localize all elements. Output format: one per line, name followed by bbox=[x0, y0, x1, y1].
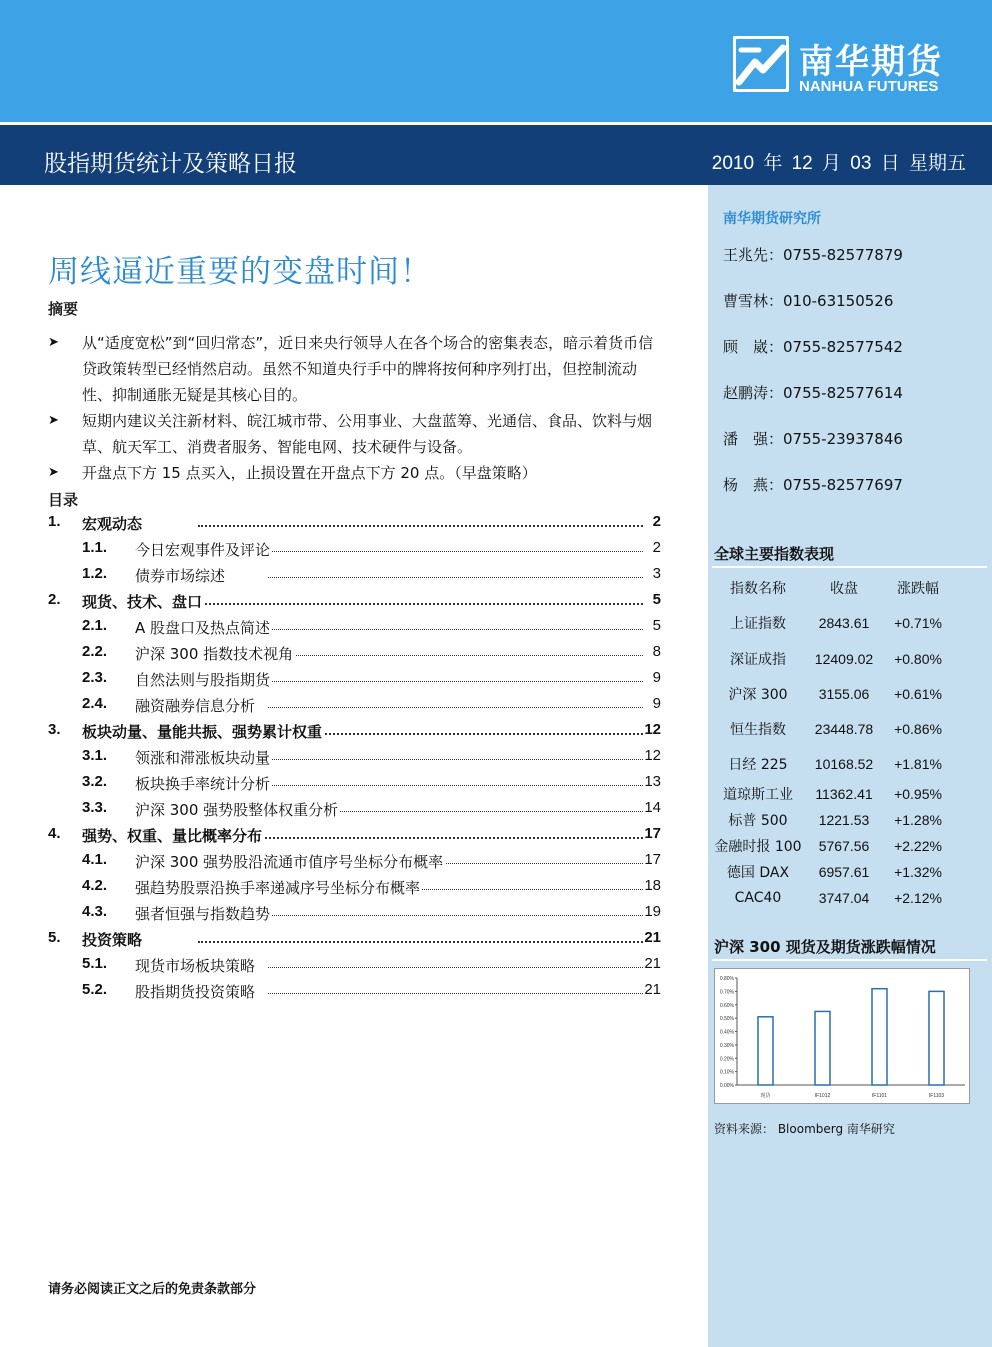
toc-entry[interactable] bbox=[48, 565, 661, 589]
analyst-contact: 赵鹏涛：0755-82577614 bbox=[723, 384, 903, 402]
chart-heading: 沪深 300 现货及期货涨跌幅情况 bbox=[714, 938, 936, 956]
toc-entry[interactable] bbox=[48, 981, 661, 1005]
toc-page-number: 13 bbox=[644, 773, 661, 790]
company-logo bbox=[733, 34, 968, 98]
toc-entry[interactable] bbox=[48, 825, 661, 849]
toc-entry[interactable] bbox=[48, 695, 661, 719]
toc-leader-dots bbox=[198, 941, 643, 943]
chart-canvas bbox=[715, 969, 969, 1103]
y-tick-label: 0.00% bbox=[719, 1083, 734, 1089]
toc-entry[interactable] bbox=[48, 721, 661, 745]
toc-label: 自然法则与股指期货 bbox=[135, 671, 271, 689]
toc-page-number: 21 bbox=[644, 955, 661, 972]
toc-leader-dots bbox=[268, 993, 643, 994]
toc-label: 债券市场综述 bbox=[135, 567, 226, 585]
toc-label: 投资策略 bbox=[82, 931, 143, 949]
toc-label: 融资融券信息分析 bbox=[135, 697, 256, 715]
table-cell: +2.12% bbox=[894, 890, 942, 906]
disclaimer-note: 请务必阅读正文之后的免责条款部分 bbox=[48, 1282, 257, 1297]
section-rule bbox=[712, 959, 987, 961]
toc-heading: 目录 bbox=[48, 491, 79, 509]
analyst-contact: 杨 燕：0755-82577697 bbox=[723, 476, 903, 494]
summary-heading: 摘要 bbox=[48, 300, 79, 318]
table-cell: 5767.56 bbox=[818, 838, 870, 854]
toc-number: 5.1. bbox=[82, 955, 108, 972]
toc-page-number: 5 bbox=[652, 617, 661, 634]
toc-label: 板块动量、量能共振、强势累计权重 bbox=[82, 723, 323, 741]
arrow-bullet-icon: ➤ bbox=[48, 413, 59, 428]
toc-number: 4.2. bbox=[82, 877, 108, 894]
table-row bbox=[712, 781, 952, 807]
table-row bbox=[712, 746, 952, 781]
toc-label: 今日宏观事件及评论 bbox=[135, 541, 271, 559]
toc-leader-dots bbox=[198, 603, 643, 605]
table-cell: +1.81% bbox=[894, 755, 942, 772]
x-tick-label: 现货 bbox=[760, 1093, 771, 1099]
toc-label: 沪深 300 强势股沿流通市值序号坐标分布概率 bbox=[135, 853, 444, 871]
table-cell: CAC40 bbox=[734, 890, 782, 906]
summary-item bbox=[48, 330, 663, 408]
toc-leader-dots bbox=[198, 525, 643, 527]
toc-leader-dots bbox=[268, 551, 643, 552]
data-source: 资料来源： Bloomberg 南华研究 bbox=[714, 1122, 895, 1136]
toc-entry[interactable] bbox=[48, 669, 661, 693]
chart-bar bbox=[758, 1017, 773, 1085]
toc-label: 宏观动态 bbox=[82, 515, 143, 533]
analyst-contact: 王兆先：0755-82577879 bbox=[723, 246, 903, 264]
toc-number: 4.1. bbox=[82, 851, 108, 868]
table-cell: 日经 225 bbox=[728, 756, 788, 773]
table-cell: +1.28% bbox=[894, 812, 942, 828]
nanhua-logo-icon bbox=[733, 36, 789, 92]
toc-page-number: 12 bbox=[644, 747, 661, 764]
x-tick-label: IF1012 bbox=[814, 1093, 831, 1099]
toc-leader-dots bbox=[268, 759, 643, 760]
logo-chinese-name: 南华期货 bbox=[799, 42, 943, 82]
table-cell: +0.61% bbox=[894, 685, 942, 702]
chart-bar bbox=[872, 989, 887, 1085]
summary-text: 短期内建议关注新材料、皖江城市带、公用事业、大盘蓝筹、光通信、食品、饮料与烟草、航天军工、消费者服务、智能电网、技术硬件与设备。 bbox=[82, 412, 653, 456]
toc-leader-dots bbox=[268, 681, 643, 682]
table-row bbox=[712, 604, 952, 641]
section-rule bbox=[712, 566, 987, 568]
toc-entry[interactable] bbox=[48, 539, 661, 563]
toc-label: 强趋势股票沿换手率递减序号坐标分布概率 bbox=[135, 879, 421, 897]
toc-page-number: 3 bbox=[652, 565, 661, 582]
table-cell: 11362.41 bbox=[815, 786, 873, 802]
table-cell: 德国 DAX bbox=[726, 865, 790, 881]
y-tick-label: 0.70% bbox=[719, 989, 734, 996]
change-bar-chart bbox=[714, 968, 970, 1104]
toc-number: 2.1. bbox=[82, 617, 108, 634]
toc-label: 领涨和滞涨板块动量 bbox=[135, 749, 271, 767]
y-tick-label: 0.60% bbox=[719, 1002, 734, 1009]
analyst-contact: 顾 崴：0755-82577542 bbox=[723, 338, 903, 356]
report-date: 2010 年 12 月 03 日 星期五 bbox=[711, 153, 966, 174]
table-cell: 道琼斯工业 bbox=[723, 787, 793, 803]
summary-list bbox=[48, 330, 663, 486]
toc-number: 2.2. bbox=[82, 643, 108, 660]
toc-label: 强者恒强与指数趋势 bbox=[135, 905, 271, 923]
toc-page-number: 9 bbox=[652, 695, 661, 712]
toc-label: 沪深 300 指数技术视角 bbox=[135, 645, 294, 663]
report-title: 股指期货统计及策略日报 bbox=[44, 151, 297, 177]
toc-entry[interactable] bbox=[48, 955, 661, 979]
table-cell: 6957.61 bbox=[818, 864, 870, 880]
table-row bbox=[712, 711, 952, 746]
toc-entry[interactable] bbox=[48, 799, 661, 823]
toc-number: 2. bbox=[48, 591, 61, 608]
toc-label: 沪深 300 强势股整体权重分析 bbox=[135, 801, 339, 819]
toc-entry[interactable] bbox=[48, 773, 661, 797]
logo-english-name: NANHUA FUTURES bbox=[799, 78, 939, 95]
toc-label: A 股盘口及热点简述 bbox=[135, 619, 271, 637]
toc-page-number: 19 bbox=[644, 903, 661, 920]
toc-number: 2.4. bbox=[82, 695, 108, 712]
table-cell: +0.86% bbox=[894, 720, 942, 737]
toc-label: 现货、技术、盘口 bbox=[82, 593, 203, 611]
table-cell: +0.95% bbox=[894, 786, 942, 802]
table-cell: 12409.02 bbox=[814, 650, 874, 667]
toc-leader-dots bbox=[198, 837, 643, 839]
column-header: 指数名称 bbox=[730, 581, 786, 597]
headline: 周线逼近重要的变盘时间！ bbox=[48, 254, 432, 290]
table-cell: +0.80% bbox=[894, 650, 942, 667]
table-cell: 恒生指数 bbox=[730, 721, 786, 738]
table-header-row bbox=[712, 572, 952, 604]
toc-label: 股指期货投资策略 bbox=[135, 983, 256, 1001]
toc-entry[interactable] bbox=[48, 643, 661, 667]
toc-page-number: 17 bbox=[644, 851, 661, 868]
table-cell: 2843.61 bbox=[818, 614, 870, 631]
table-cell: 10168.52 bbox=[814, 755, 874, 772]
y-tick-label: 0.30% bbox=[719, 1042, 734, 1049]
toc-leader-dots bbox=[268, 629, 643, 630]
arrow-bullet-icon: ➤ bbox=[48, 465, 59, 480]
toc-page-number: 21 bbox=[644, 981, 661, 998]
table-row bbox=[712, 676, 952, 711]
toc-number: 4.3. bbox=[82, 903, 108, 920]
table-cell: 1221.53 bbox=[818, 812, 870, 828]
toc-number: 1.1. bbox=[82, 539, 108, 556]
summary-text: 开盘点下方 15 点买入，止损设置在开盘点下方 20 点。（早盘策略） bbox=[82, 464, 537, 482]
toc-label: 现货市场板块策略 bbox=[135, 957, 256, 975]
table-cell: 深证成指 bbox=[730, 651, 786, 668]
table-row bbox=[712, 833, 952, 859]
y-tick-label: 0.50% bbox=[719, 1016, 734, 1023]
toc-entry[interactable] bbox=[48, 513, 661, 537]
table-row bbox=[712, 641, 952, 676]
index-table-heading: 全球主要指数表现 bbox=[714, 545, 835, 563]
toc-label: 板块换手率统计分析 bbox=[135, 775, 271, 793]
analyst-contact: 潘 强：0755-23937846 bbox=[723, 430, 903, 448]
toc-entry[interactable] bbox=[48, 617, 661, 641]
toc-label: 强势、权重、量比概率分布 bbox=[82, 827, 263, 845]
chart-bar bbox=[929, 991, 944, 1085]
table-cell: 金融时报 100 bbox=[714, 839, 802, 855]
column-header: 涨跌幅 bbox=[897, 581, 939, 597]
x-tick-label: IF1101 bbox=[871, 1093, 888, 1099]
table-cell: 沪深 300 bbox=[728, 686, 788, 703]
toc-entry[interactable] bbox=[48, 903, 661, 927]
table-cell: 23448.78 bbox=[814, 720, 874, 737]
toc-page-number: 12 bbox=[644, 721, 661, 738]
x-tick-label: IF1103 bbox=[928, 1093, 945, 1099]
toc-page-number: 17 bbox=[644, 825, 661, 842]
toc-leader-dots bbox=[268, 655, 643, 656]
table-cell: +2.22% bbox=[894, 838, 942, 854]
toc-number: 3. bbox=[48, 721, 61, 738]
toc-leader-dots bbox=[268, 707, 643, 708]
index-performance-table bbox=[712, 572, 952, 911]
toc-page-number: 14 bbox=[644, 799, 661, 816]
toc-page-number: 2 bbox=[652, 513, 661, 530]
arrow-bullet-icon: ➤ bbox=[48, 335, 59, 350]
table-cell: 标普 500 bbox=[728, 813, 788, 829]
toc-number: 5. bbox=[48, 929, 61, 946]
table-cell: 上证指数 bbox=[730, 615, 786, 632]
summary-item bbox=[48, 460, 663, 486]
toc-entry[interactable] bbox=[48, 851, 661, 875]
toc-number: 5.2. bbox=[82, 981, 108, 998]
y-tick-label: 0.10% bbox=[719, 1069, 734, 1076]
table-cell: 3155.06 bbox=[818, 685, 870, 702]
toc-page-number: 2 bbox=[652, 539, 661, 556]
toc-number: 3.3. bbox=[82, 799, 108, 816]
index-table-body bbox=[712, 604, 952, 911]
toc-entry[interactable] bbox=[48, 591, 661, 615]
toc-number: 1.2. bbox=[82, 565, 108, 582]
analyst-contact: 曹雪林：010-63150526 bbox=[723, 292, 894, 310]
table-cell: +1.32% bbox=[894, 864, 942, 880]
toc-leader-dots bbox=[268, 967, 643, 968]
toc-page-number: 21 bbox=[644, 929, 661, 946]
toc-leader-dots bbox=[268, 785, 643, 786]
toc-entry[interactable] bbox=[48, 877, 661, 901]
table-row bbox=[712, 807, 952, 833]
toc-page-number: 18 bbox=[644, 877, 661, 894]
column-header: 收盘 bbox=[830, 581, 858, 597]
toc-number: 2.3. bbox=[82, 669, 108, 686]
toc-entry[interactable] bbox=[48, 747, 661, 771]
toc-page-number: 9 bbox=[652, 669, 661, 686]
table-cell: +0.71% bbox=[894, 614, 942, 631]
summary-item bbox=[48, 408, 663, 460]
toc-number: 3.2. bbox=[82, 773, 108, 790]
toc-page-number: 8 bbox=[652, 643, 661, 660]
y-tick-label: 0.40% bbox=[719, 1029, 734, 1036]
toc-page-number: 5 bbox=[652, 591, 661, 608]
toc-leader-dots bbox=[268, 577, 643, 578]
table-cell: 3747.04 bbox=[818, 890, 870, 906]
toc-entry[interactable] bbox=[48, 929, 661, 953]
y-tick-label: 0.80% bbox=[719, 976, 734, 982]
toc-number: 4. bbox=[48, 825, 61, 842]
table-row bbox=[712, 859, 952, 885]
chart-bar bbox=[815, 1011, 830, 1085]
toc-number: 3.1. bbox=[82, 747, 108, 764]
table-row bbox=[712, 885, 952, 911]
toc-leader-dots bbox=[268, 915, 643, 916]
summary-text: 从“适度宽松”到“回归常态”，近日来央行领导人在各个场合的密集表态，暗示着货币信贷政策转型已经悄然启动。虽然不知道央行手中的牌将按何种序列打出，但控制流动性、抑制通胀无疑是其核心目的。 bbox=[82, 334, 654, 404]
y-tick-label: 0.20% bbox=[719, 1056, 734, 1063]
toc-number: 1. bbox=[48, 513, 61, 530]
institute-name: 南华期货研究所 bbox=[723, 211, 821, 227]
